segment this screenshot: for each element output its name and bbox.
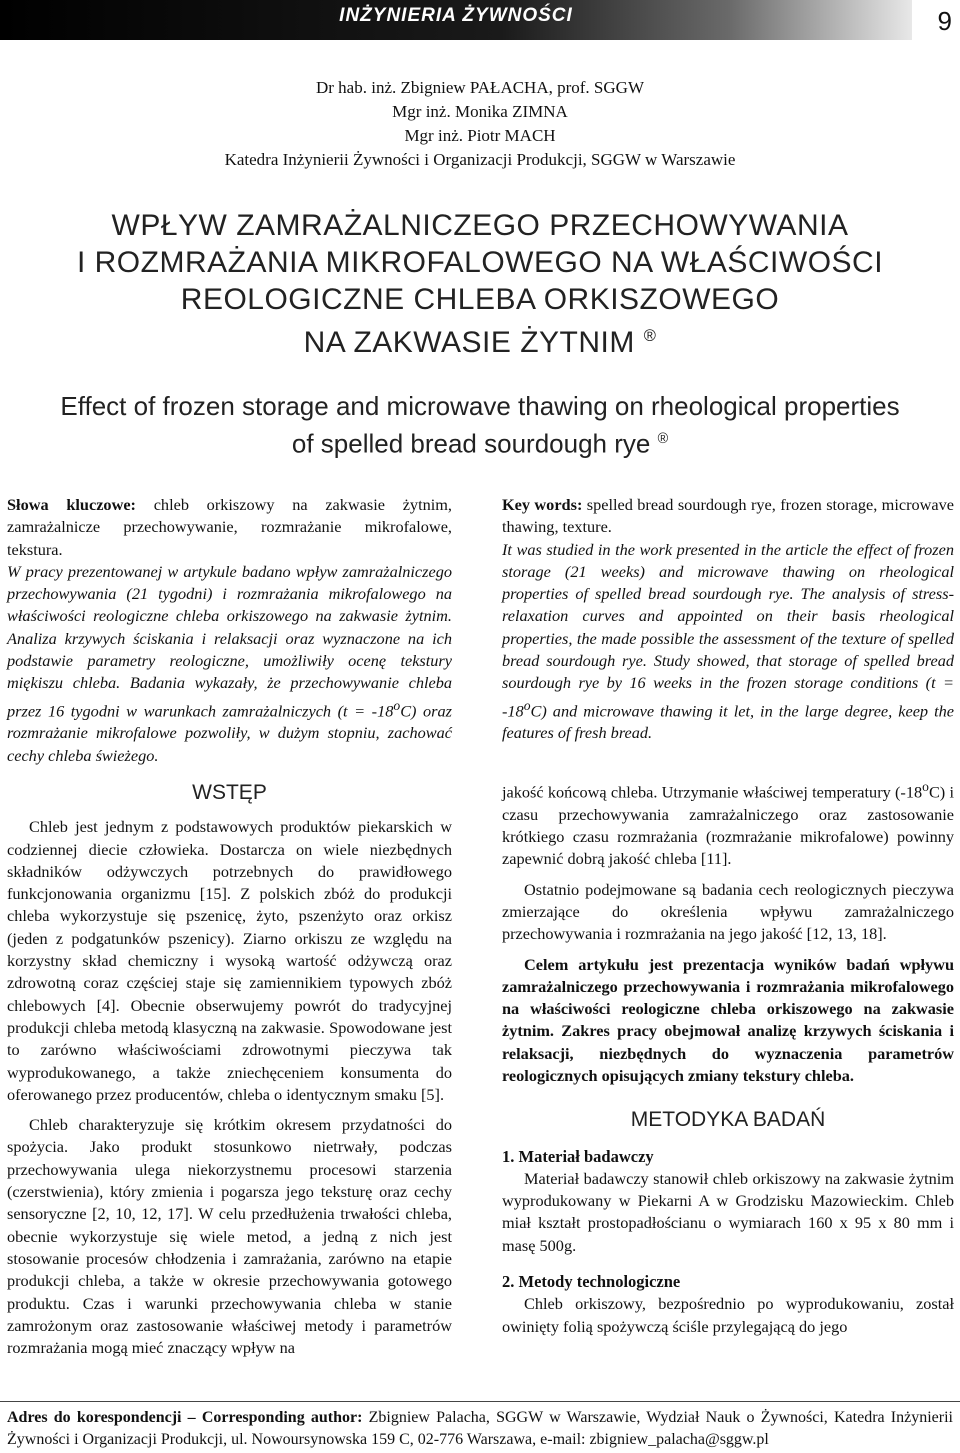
right-paragraph-1 bbox=[502, 776, 954, 871]
polish-abstract bbox=[7, 494, 452, 767]
abstract-text-end: C) oraz rozmrażanie mikrofalowe pozwoliły, w dużym stopniu, zachować cechy chleba świeżego. bbox=[7, 701, 452, 765]
footer-divider bbox=[0, 1401, 960, 1402]
intro-paragraph-2: Chleb charakteryzuje się krótkim okresem przydatności do spożycia. Jako produkt stosunkowo nietrwały, podczas przechowywania ulega niekorzystnemu procesowi starzenia (czerstwienia), który zmienia i pogarsza jego teksturę oraz cechy sensoryczne [2, 10, 12, 17]. W celu przedłużenia trwałości chleba, obecnie wykorzystuje się wiele metod, a jedną z nich jest stosowanie procesów chłodzenia i zamrażania, zarówno na etapie produkcji chleba, a także w okresie przechowywania gotowego produktu. Czas i warunki przechowywania chleba w stanie zamrożonym oraz zastosowanie właściwej metody i parametrów rozmrażania mogą mieć znaczący wpływ na bbox=[7, 1115, 452, 1358]
keywords-text: chleb orkiszowy na zakwasie żytnim, zamrażalnicze przechowywanie, rozmrażanie mikrofalowe, tekstura. bbox=[7, 495, 452, 559]
english-abstract bbox=[502, 494, 954, 745]
aim-paragraph: Celem artykułu jest prezentacja wyników badań wpływu zamrażalniczego przechowywania i rozmrażania mikrofalowego na właściwości reologiczne chleba orkiszowego na zakwasie żytnim. Zakres pracy obejmował analizę krzywych ściskania i relaksacji, niezbędnych do wyznaczenia parametrów reologicznych opisujących zmiany tekstury chleba. bbox=[502, 954, 954, 1085]
title-line bbox=[0, 318, 960, 361]
author-3: Mgr inż. Piotr MACH bbox=[404, 126, 556, 145]
registered-mark: ® bbox=[643, 327, 657, 345]
author-2: Mgr inż. Monika ZIMNA bbox=[392, 102, 568, 121]
text: C) i czasu przechowywania zamrażalniczego oraz zastosowanie krótkiego czasu rozmrażania (rozmrażanie mikrofalowe) powinny zapewnić dobrą jakość chleba [11]. bbox=[502, 782, 954, 869]
registered-mark: ® bbox=[657, 431, 669, 447]
methods-paragraph: Chleb orkiszowy, bezpośrednio po wyprodukowaniu, został owinięty folią spożywczą ściśle przylegającą do jego bbox=[502, 1294, 954, 1336]
correspondence-label: Adres do korespondencji – Corresponding author: bbox=[7, 1409, 363, 1426]
english-abstract-body bbox=[502, 539, 954, 745]
journal-title: INŻYNIERIA ŻYWNOŚCI bbox=[339, 5, 573, 26]
material-paragraph: Materiał badawczy stanowił chleb orkiszowy na zakwasie żytnim wyprodukowany w Piekarni A w Grodzisku Mazowieckim. Chleb miał kształt prostopadłościanu o wymiarach 160 x 95 x 80 mm i masę 500g. bbox=[502, 1168, 954, 1255]
intro-paragraph-1: Chleb jest jednym z podstawowych produktów piekarskich w codziennej diecie człowieka. Dostarcza on wiele niezbędnych składników odżywczych potrzebnych do prawidłowego funkcjonowania organizmu [15]. Z polskich zbóż do produkcji chleba wykorzystuje się pszenicę, żyto, pszenżyto oraz orkisz (jeden z podgatunków pszenicy). Ziarno orkiszu ze względu na korzystny skład chemiczny i wysoką wartość odżywczą oraz zdrowotną coraz częściej staje się zamiennikiem typowych zbóż chlebowych [4]. Obecnie obserwujemy powrót do tradycyjnej produkcji chleba metodą klasyczną na zakwasie. Spowodowane jest to zarówno właściwościami zdrowotnymi pieczywa tak wyprodukowanego, a także zniechęceniem konsumenta do oferowanego przez producentów, chleba o identycznym smaku [5]. bbox=[7, 817, 452, 1104]
subheading-material: 1. Materiał badawczy bbox=[502, 1146, 654, 1166]
title-line: I ROZMRAŻANIA MIKROFALOWEGO NA WŁAŚCIWOŚCI bbox=[76, 246, 884, 279]
section-heading-intro: WSTĘP bbox=[192, 781, 267, 804]
degree-sup: o bbox=[523, 697, 531, 713]
authors-block bbox=[0, 76, 960, 172]
right-paragraph-2: Ostatnio podejmowane są badania cech reologicznych pieczywa zmierzające do określenia wpływu zamrażalniczego przechowywania i rozmrażania na jego jakość [12, 13, 18]. bbox=[502, 879, 954, 944]
polish-abstract-body bbox=[7, 561, 452, 767]
title-line-text: NA ZAKWASIE ŻYTNIM bbox=[303, 326, 635, 359]
degree-sup: o bbox=[393, 697, 401, 713]
en-title-line-text: of spelled bread sourdough rye bbox=[291, 428, 651, 459]
abstract-text-end: C) and microwave thawing it let, in the large degree, keep the features of fresh bread. bbox=[502, 701, 954, 743]
section-heading-methods: METODYKA BADAŃ bbox=[630, 1108, 826, 1132]
keywords-label: Słowa kluczowe: bbox=[7, 495, 136, 514]
paper-title bbox=[0, 207, 960, 361]
abstract-text: It was studied in the work presented in the article the effect of frozen storage (21 weeks) and microwave thawing on rheological properties of spelled bread sourdough rye. The analysis of stress-relaxation curves and appointed on their basis rheological properties, the made possible the assessment of the texture of spelled bread sourdough rye. Study showed, that storage of spelled bread sourdough rye by 16 weeks in the frozen storage conditions (t = -18 bbox=[502, 539, 954, 721]
right-column bbox=[502, 776, 954, 1338]
title-line: REOLOGICZNE CHLEBA ORKISZOWEGO bbox=[180, 283, 780, 316]
keywords-label: Key words: bbox=[502, 495, 583, 514]
title-line: WPŁYW ZAMRAŻALNICZEGO PRZECHOWYWANIA bbox=[111, 209, 849, 242]
subheading-methods: 2. Metody technologiczne bbox=[502, 1272, 681, 1292]
affiliation: Katedra Inżynierii Żywności i Organizacji Produkcji, SGGW w Warszawie bbox=[224, 150, 736, 169]
page-number: 9 bbox=[937, 6, 952, 36]
author-1: Dr hab. inż. Zbigniew PAŁACHA, prof. SGGW bbox=[315, 78, 644, 97]
english-title bbox=[0, 390, 960, 461]
english-keywords bbox=[502, 494, 954, 539]
intro-column bbox=[7, 782, 452, 1359]
en-title-line bbox=[0, 423, 960, 461]
polish-keywords bbox=[7, 494, 452, 561]
abstract-text: W pracy prezentowanej w artykule badano wpływ zamrażalniczego przechowywania (21 tygodni) i rozmrażania mikrofalowego na właściwości reologiczne chleba orkiszowego na zakwasie żytnim. Analiza krzywych ściskania i relaksacji oraz wyznaczone na ich podstawie parametry reologiczne, umożliwiły ocenę tekstury miękiszu chleba. Badania wykazały, że przechowywanie chleba przez 16 tygodni w warunkach zamrażalniczych (t = -18 bbox=[7, 561, 452, 721]
keywords-text: spelled bread sourdough rye, frozen storage, microwave thawing, texture. bbox=[502, 495, 955, 537]
degree-sup: o bbox=[922, 779, 929, 794]
correspondence-footer bbox=[7, 1407, 953, 1451]
correspondence-text: Zbigniew Palacha, SGGW w Warszawie, Wydział Nauk o Żywności, Katedra Inżynierii Żywności i Organizacji Produkcji, ul. Nowoursynowska 159 C, 02-776 Warszawa, e-mail: zbigniew_palacha@sggw.pl bbox=[7, 1409, 954, 1448]
text: jakość końcową chleba. Utrzymanie właściwej temperatury (-18 bbox=[502, 782, 923, 802]
en-title-line: Effect of frozen storage and microwave thawing on rheological properties bbox=[60, 391, 900, 421]
